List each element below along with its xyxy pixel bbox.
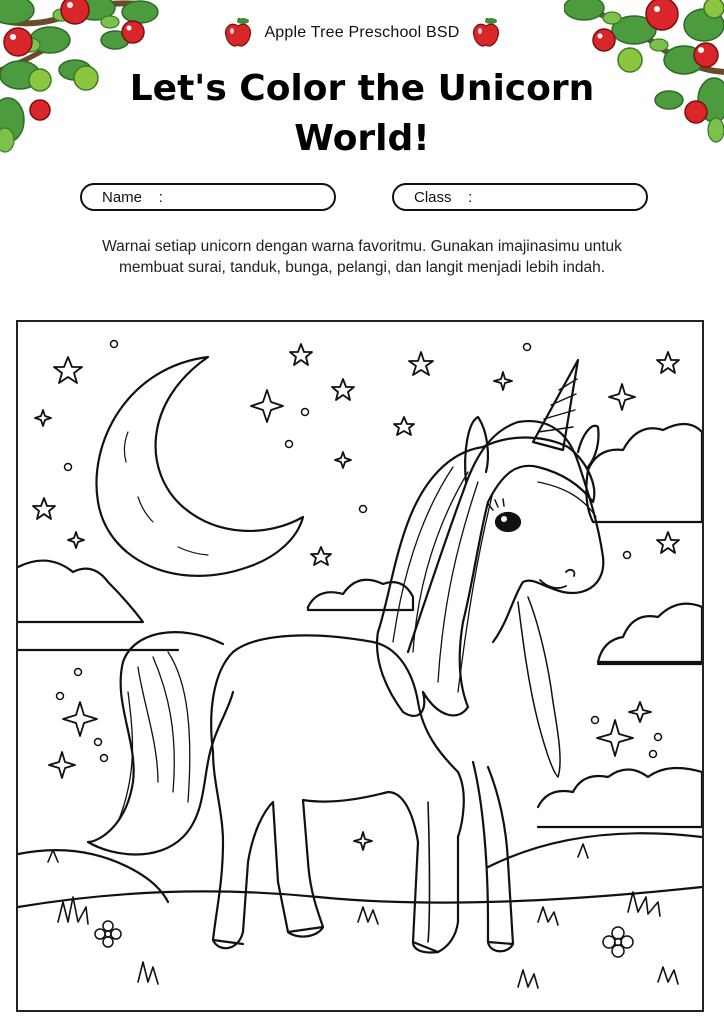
cloud xyxy=(586,424,702,522)
unicorn-horn xyxy=(533,360,578,450)
title-line-2: World! xyxy=(294,118,430,159)
grass xyxy=(48,844,678,988)
crescent-moon xyxy=(96,357,303,576)
apple-icon xyxy=(472,18,500,48)
cloud xyxy=(538,768,702,827)
hill xyxy=(488,833,702,867)
coloring-illustration xyxy=(16,320,704,1012)
cloud xyxy=(308,580,413,610)
page-title xyxy=(0,64,724,164)
name-field[interactable] xyxy=(80,183,336,211)
stars xyxy=(33,344,679,850)
instructions-line-2: membuat surai, tanduk, bunga, pelangi, dan langit menjadi lebih indah. xyxy=(119,259,605,276)
unicorn-body xyxy=(211,635,464,952)
cloud xyxy=(18,561,143,622)
ground-line xyxy=(18,887,702,907)
hill xyxy=(18,850,168,902)
school-name: Apple Tree Preschool BSD xyxy=(264,24,460,41)
unicorn-eye xyxy=(496,513,520,531)
class-field[interactable] xyxy=(392,183,648,211)
title-line-1: Let's Color the Unicorn xyxy=(129,68,595,109)
flowers xyxy=(95,921,633,957)
school-header xyxy=(0,18,724,53)
instructions-line-1: Warnai setiap unicorn dengan warna favoritmu. Gunakan imajinasimu untuk xyxy=(102,238,622,255)
cloud xyxy=(598,604,702,662)
name-label: Name : xyxy=(102,188,163,206)
class-label: Class : xyxy=(414,188,473,206)
apple-icon xyxy=(224,18,252,48)
instructions xyxy=(30,236,694,278)
